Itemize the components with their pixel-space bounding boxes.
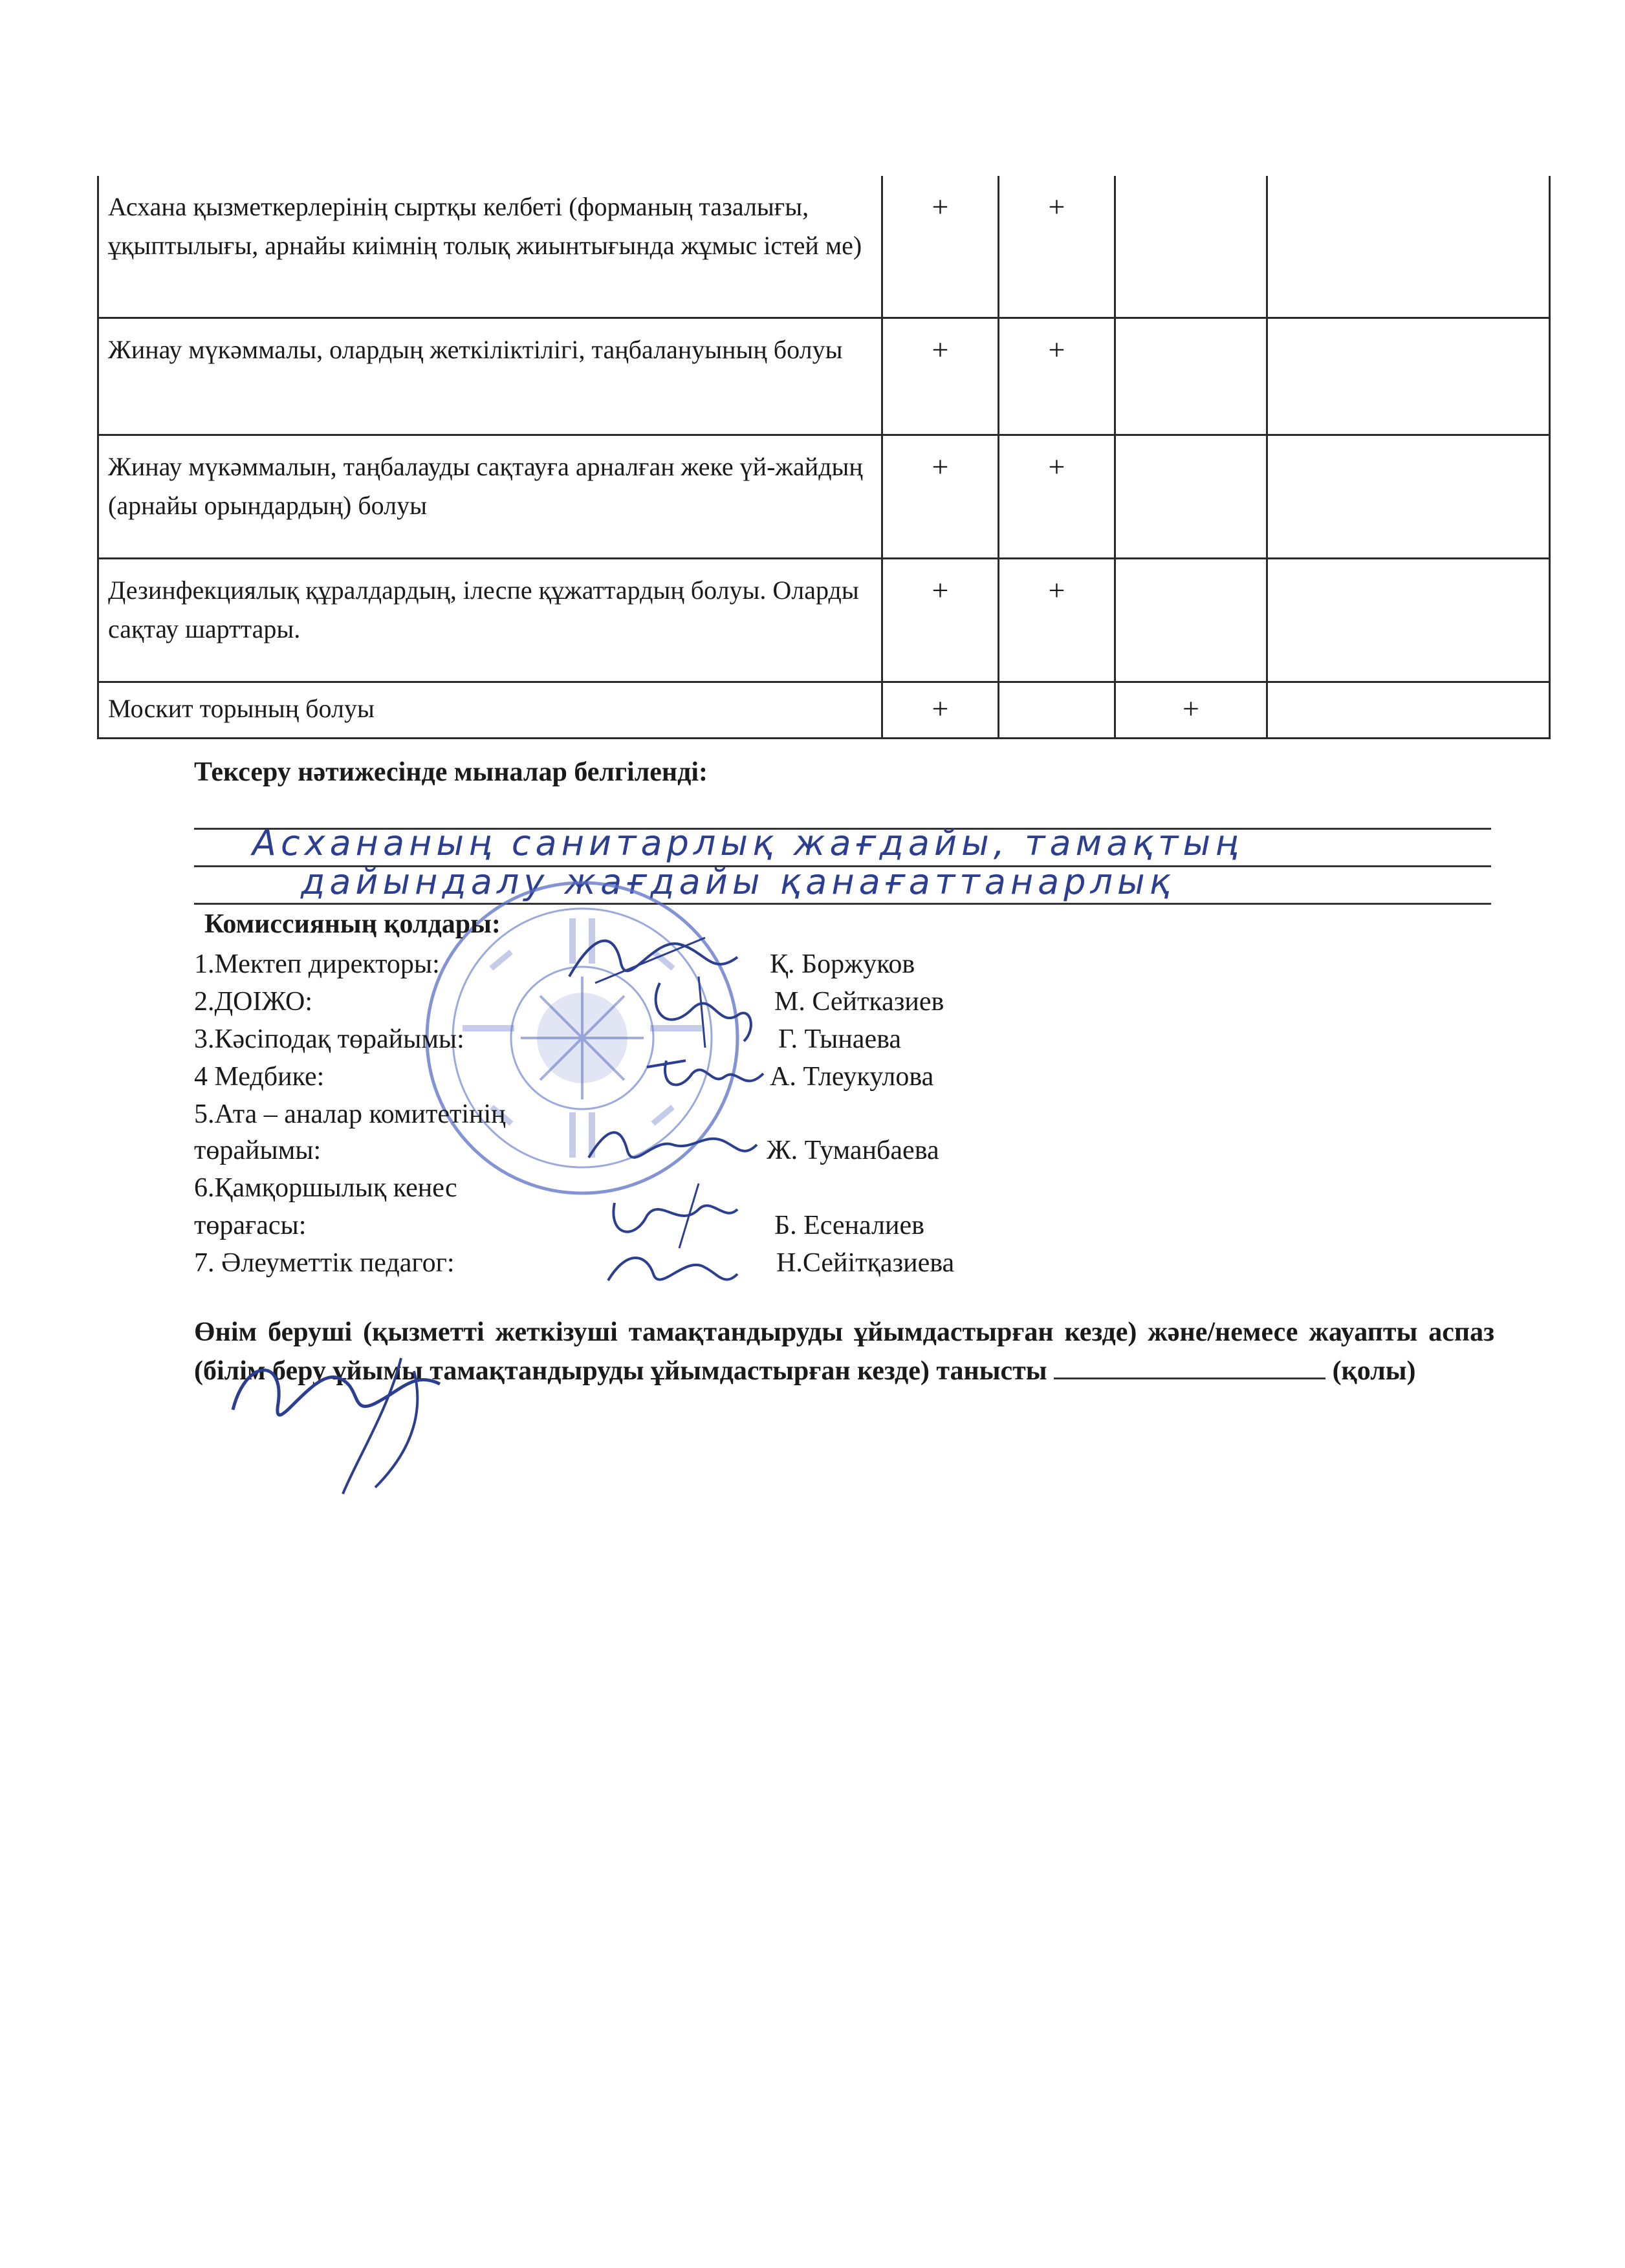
mark-cell: + bbox=[882, 435, 999, 559]
mark-cell bbox=[999, 682, 1115, 739]
ruled-line bbox=[194, 903, 1491, 905]
member-name: Г. Тынаева bbox=[778, 1024, 902, 1054]
mark-cell: + bbox=[999, 559, 1115, 682]
mark-cell bbox=[1267, 682, 1550, 739]
criterion-cell: Дезинфекциялық құралдардың, ілеспе құжаттардың болуы. Оларды сақтау шарттары. bbox=[98, 559, 882, 682]
criterion-cell: Жинау мүкәммалын, таңбалауды сақтауға арналған жеке үй-жайдың (арнайы орындардың) болуы bbox=[98, 435, 882, 559]
mark-cell: + bbox=[882, 318, 999, 435]
table-row bbox=[98, 176, 1550, 318]
signature-line bbox=[1054, 1352, 1325, 1379]
signature-icon bbox=[207, 1332, 479, 1500]
member-role: төрайымы: bbox=[194, 1136, 322, 1165]
mark-cell bbox=[1267, 559, 1550, 682]
handwritten-result-line: дайындалу жағдайы қанағаттанарлық bbox=[301, 861, 1175, 902]
checklist-table bbox=[97, 176, 1551, 739]
table-row bbox=[98, 559, 1550, 682]
member-role: 4 Медбике: bbox=[194, 1062, 325, 1092]
criterion-cell: Москит торының болуы bbox=[98, 682, 882, 739]
result-heading: Тексеру нәтижесінде мыналар белгіленді: bbox=[194, 757, 708, 787]
member-role: 5.Ата – аналар комитетінің bbox=[194, 1099, 506, 1129]
table-row bbox=[98, 318, 1550, 435]
mark-cell bbox=[1115, 435, 1267, 559]
criterion-cell: Асхана қызметкерлерінің сыртқы келбеті (форманың тазалығы, ұқыптылығы, арнайы киімнің толық жиынтығында жұмыс істей ме) bbox=[98, 176, 882, 318]
mark-cell bbox=[1267, 435, 1550, 559]
member-role: 2.ДОІЖО: bbox=[194, 987, 313, 1017]
commission-heading: Комиссияның қолдары: bbox=[204, 909, 501, 939]
mark-cell: + bbox=[999, 435, 1115, 559]
member-role: төрағасы: bbox=[194, 1211, 307, 1240]
member-role: 1.Мектеп директоры: bbox=[194, 949, 440, 979]
signature-icon bbox=[640, 1048, 770, 1106]
acknowledgement-text: Өнім беруші (қызметті жеткізуші тамақтандыруды ұйымдастырған кезде) және/немесе жауапты аспаз (білім беру ұйымы тамақтандыруды ұйымдастырған кезде) танысты bbox=[194, 1317, 1494, 1386]
mark-cell: + bbox=[1115, 682, 1267, 739]
mark-cell bbox=[1115, 176, 1267, 318]
mark-cell: + bbox=[999, 318, 1115, 435]
mark-cell: + bbox=[882, 176, 999, 318]
member-role: 6.Қамқоршылық кенес bbox=[194, 1173, 457, 1203]
criterion-cell: Жинау мүкәммалы, олардың жеткіліктілігі, таңбалануының болуы bbox=[98, 318, 882, 435]
member-name: Ж. Туманбаева bbox=[767, 1136, 939, 1165]
mark-cell: + bbox=[999, 176, 1115, 318]
handwritten-result-line: Асхананың санитарлық жағдайы, тамақтың bbox=[252, 823, 1243, 863]
mark-cell: + bbox=[882, 682, 999, 739]
table-row bbox=[98, 682, 1550, 739]
member-role: 3.Кәсіподақ төрайымы: bbox=[194, 1024, 464, 1054]
mark-cell: + bbox=[882, 559, 999, 682]
table-row bbox=[98, 435, 1550, 559]
member-name: Қ. Боржуков bbox=[770, 949, 915, 979]
member-name: А. Тлеукулова bbox=[770, 1062, 934, 1092]
signature-icon bbox=[595, 1177, 750, 1306]
member-name: Н.Сейітқазиева bbox=[776, 1248, 955, 1278]
mark-cell bbox=[1115, 559, 1267, 682]
mark-cell bbox=[1267, 318, 1550, 435]
member-name: М. Сейтказиев bbox=[774, 987, 944, 1017]
signature-icon bbox=[582, 1119, 763, 1177]
signature-caption: (қолы) bbox=[1332, 1356, 1416, 1386]
mark-cell bbox=[1267, 176, 1550, 318]
member-name: Б. Есеналиев bbox=[774, 1211, 924, 1240]
member-role: 7. Әлеуметтік педагог: bbox=[194, 1248, 455, 1278]
signature-icon bbox=[640, 970, 770, 1054]
mark-cell bbox=[1115, 318, 1267, 435]
